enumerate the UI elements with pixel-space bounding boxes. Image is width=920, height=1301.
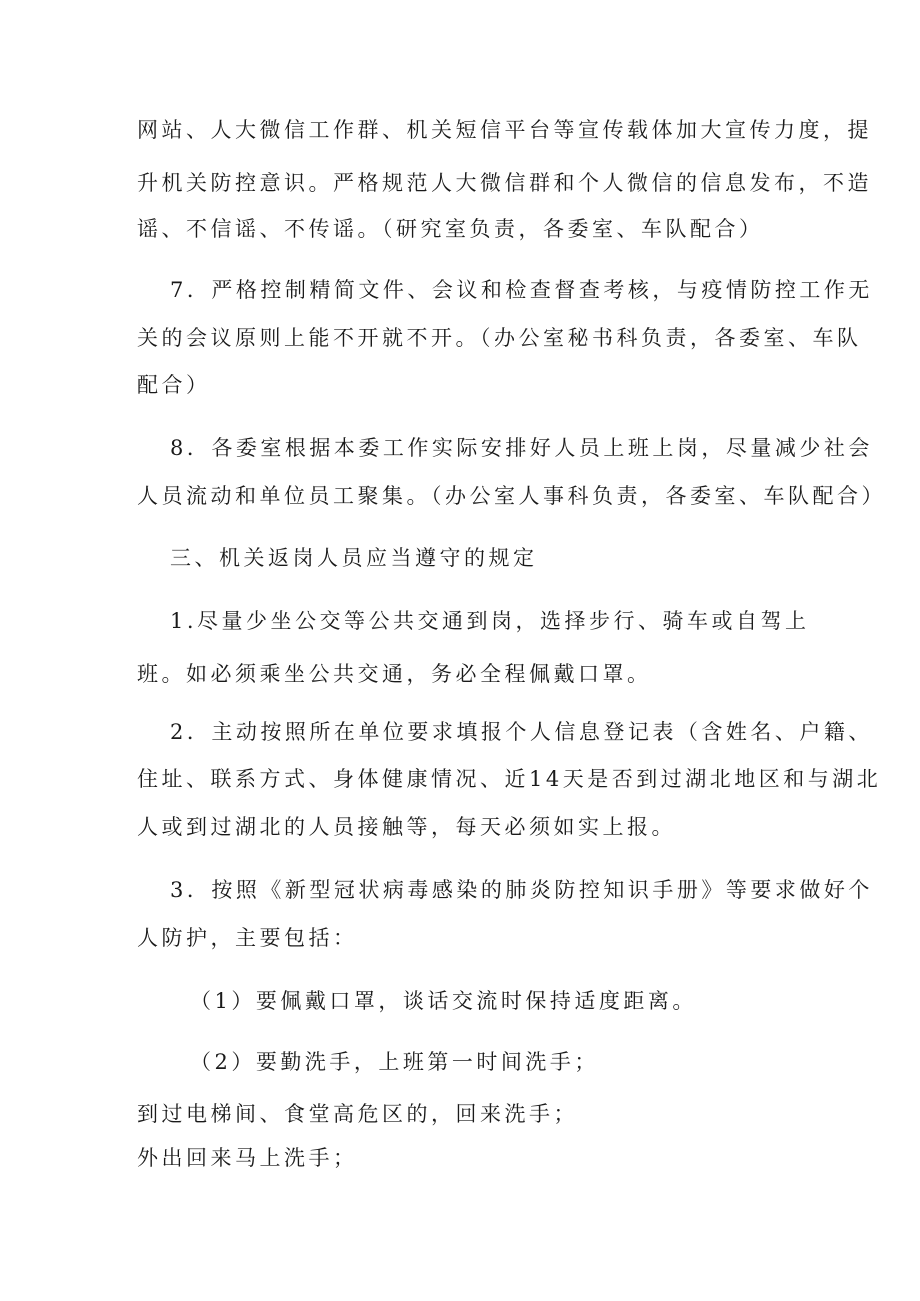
section-3-paragraph-1-line-1: 1.尽量少坐公交等公共交通到岗，选择步行、骑车或自驾上 bbox=[170, 609, 810, 633]
list-item-2-line-1: （2）要勤洗手，上班第一时间洗手； bbox=[190, 1050, 599, 1074]
paragraph-8-line-1: 8．各委室根据本委工作实际安排好人员上班上岗，尽量减少社会 bbox=[170, 436, 873, 460]
paragraph-7-line-2: 关的会议原则上能不开就不开。（办公室秘书科负责，各委室、车队 bbox=[137, 326, 862, 350]
section-3-paragraph-3-line-1: 3．按照《新型冠状病毒感染的肺炎防控知识手册》等要求做好个 bbox=[170, 878, 873, 902]
section-3-paragraph-1-line-2: 班。如必须乘坐公共交通，务必全程佩戴口罩。 bbox=[137, 662, 652, 686]
paragraph-6-line-2: 升机关防控意识。严格规范人大微信群和个人微信的信息发布，不造 bbox=[137, 171, 872, 195]
paragraph-7-line-1: 7．严格控制精简文件、会议和检查督查考核，与疫情防控工作无 bbox=[170, 278, 873, 302]
list-item-1: （1）要佩戴口罩，谈话交流时保持适度距离。 bbox=[190, 989, 697, 1013]
section-3-paragraph-2-line-2: 住址、联系方式、身体健康情况、近14天是否到过湖北地区和与湖北 bbox=[137, 767, 882, 791]
paragraph-8-line-2: 人员流动和单位员工聚集。（办公室人事科负责，各委室、车队配合） bbox=[137, 484, 886, 508]
section-3-paragraph-2-line-3: 人或到过湖北的人员接触等，每天必须如实上报。 bbox=[137, 815, 676, 839]
paragraph-6-line-3: 谣、不信谣、不传谣。（研究室负责，各委室、车队配合） bbox=[137, 217, 764, 241]
section-3-paragraph-2-line-1: 2．主动按照所在单位要求填报个人信息登记表（含姓名、户籍、 bbox=[170, 720, 873, 744]
paragraph-6-line-1: 网站、人大微信工作群、机关短信平台等宣传载体加大宣传力度，提 bbox=[137, 118, 872, 142]
section-3-heading: 三、机关返岗人员应当遵守的规定 bbox=[170, 546, 538, 570]
list-item-2-line-2: 到过电梯间、食堂高危区的，回来洗手； bbox=[137, 1102, 578, 1126]
section-3-paragraph-3-line-2: 人防护，主要包括： bbox=[137, 926, 358, 950]
list-item-2-line-3: 外出回来马上洗手； bbox=[137, 1146, 358, 1170]
paragraph-7-line-3: 配合） bbox=[137, 373, 211, 397]
